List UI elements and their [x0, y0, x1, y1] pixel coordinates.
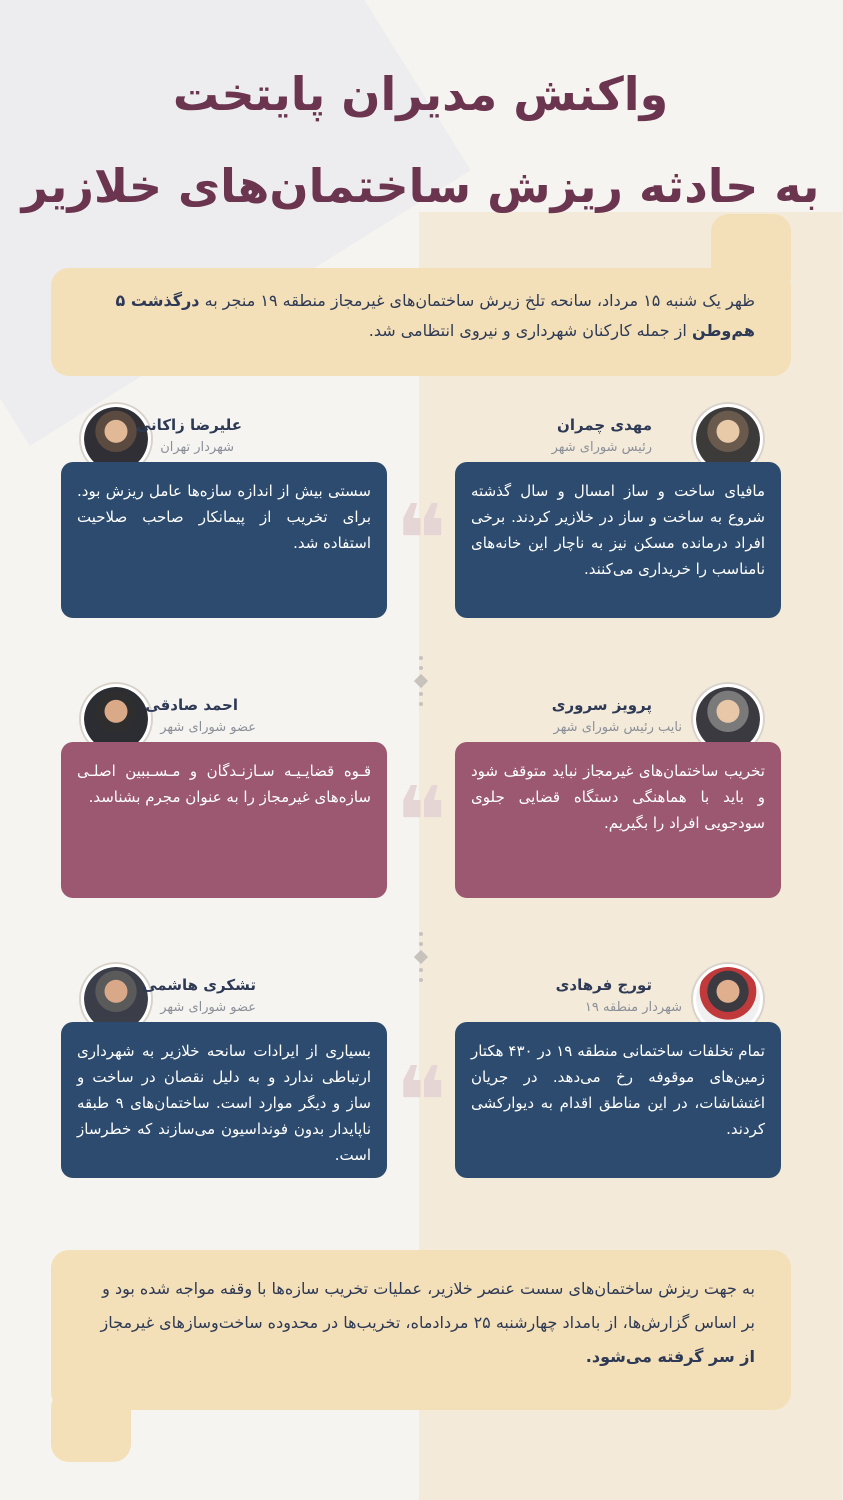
quote-role: شهردار منطقه ۱۹ — [585, 1000, 683, 1015]
quote-card — [62, 462, 388, 618]
quote-card — [62, 742, 388, 898]
quote-text: مافیای ساخت و ساز امسال و سال گذشته شروع به ساخت و ساز در خلازیر کردند. برخی افراد درمانده مسکن نیز به ناچار این خانه‌های نامناسب را خریداری می‌کنند. — [472, 482, 766, 578]
quote-name: احمد صادقی — [146, 696, 239, 714]
quote-text: تمام تخلفات ساختمانی منطقه ۱۹ در ۴۳۰ هکتار زمین‌های موقوفه رخ می‌دهد. در جریان اغتشاشات، در این مناطق اقدام به دیوارکشی کردند. — [472, 1042, 766, 1138]
separator — [416, 926, 428, 988]
outro-text — [88, 1272, 756, 1374]
quote-name: علیرضا زاکانی — [136, 416, 243, 434]
quote-name: تورج فرهادی — [556, 976, 653, 994]
quote-card — [456, 742, 782, 898]
quote-icon: ❝ — [396, 766, 448, 878]
title-line-2: به حادثه ریزش ساختمان‌های خلازیر — [22, 159, 821, 213]
quote-text: تخریب ساختمان‌های غیرمجاز نباید متوقف شود و باید با هماهنگی دستگاه قضایی جلوی سودجویی افراد را بگیریم. — [472, 762, 766, 832]
intro-text-end: از جمله کارکنان شهرداری و نیروی انتظامی شد. — [369, 321, 693, 340]
quote-icon: ❝ — [396, 1046, 448, 1158]
quote-card — [456, 462, 782, 618]
quote-role: رئیس شورای شهر — [552, 440, 653, 455]
outro-text-bold: از سر گرفته می‌شود. — [586, 1347, 756, 1366]
intro-text-main: ظهر یک شنبه ۱۵ مرداد، سانحه تلخ زیرش ساختمان‌های غیرمجاز منطقه ۱۹ منجر به — [205, 291, 756, 310]
quote-role: شهردار تهران — [161, 440, 235, 455]
title-line-1: واکنش مدیران پایتخت — [173, 67, 670, 121]
intro-text-bold: درگذشت ۵ هم‌وطن — [116, 291, 756, 340]
quote-role: عضو شورای شهر — [161, 720, 257, 735]
outro-text-main: به جهت ریزش ساختمان‌های سست عنصر خلازیر، عملیات تخریب سازه‌ها با وقفه مواجه شده بود و بر اساس گزارش‌ها، از بامداد چهارشنبه ۲۵ مردادماه، تخریب‌ها در محدوده ساخت‌وسازهای غیرمجاز — [101, 1279, 756, 1332]
quote-text: سستی بیش از اندازه سازه‌ها عامل ریزش بود. برای تخریب از پیمانکار صاحب صلاحیت استفاده شد. — [78, 482, 372, 552]
quote-icon: ❝ — [396, 484, 448, 596]
quote-text: قـوه قضایـیـه سـازنـدگان و مـسـببین اصلـی سازه‌های غیرمجاز را به عنوان مجرم بشناسد. — [78, 762, 372, 806]
intro-text — [80, 286, 756, 346]
quote-role: نایب رئیس شورای شهر — [554, 720, 683, 735]
quote-name: تشکری هاشمی — [143, 976, 257, 994]
quote-text: بسیاری از ایرادات سانحه خلازیر به شهرداری ارتباطی ندارد و به دلیل نقصان در ساخت و ساز و دیگر موارد است. ساختمان‌های ۹ طبقه ناپایدار بدون فونداسیون می‌سازند که خطرساز است. — [78, 1042, 372, 1164]
separator — [416, 650, 428, 712]
quote-role: عضو شورای شهر — [161, 1000, 257, 1015]
quote-name: پرویز سروری — [552, 696, 653, 714]
quote-card — [456, 1022, 782, 1178]
quote-card — [62, 1022, 388, 1178]
page-title — [0, 48, 843, 232]
quote-name: مهدی چمران — [558, 416, 653, 434]
